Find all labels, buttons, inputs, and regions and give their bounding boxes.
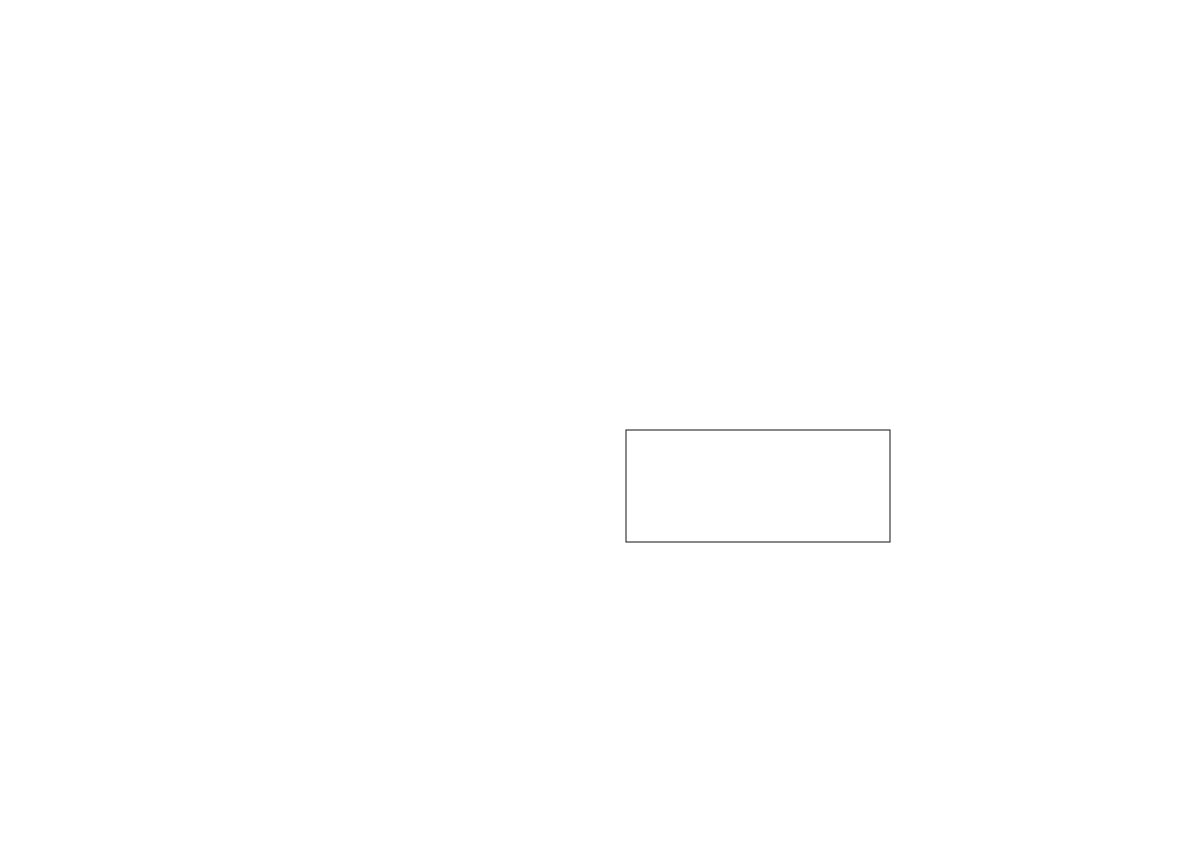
straw-usage-diagram [624, 428, 894, 549]
energy-gdp-chart-1 [88, 100, 300, 207]
diagram-svg [624, 428, 894, 546]
energy-gdp-chart-2 [88, 610, 300, 717]
line-chart-svg [88, 100, 300, 204]
diagram-outer-frame [626, 430, 890, 542]
line-chart-svg [88, 610, 300, 714]
